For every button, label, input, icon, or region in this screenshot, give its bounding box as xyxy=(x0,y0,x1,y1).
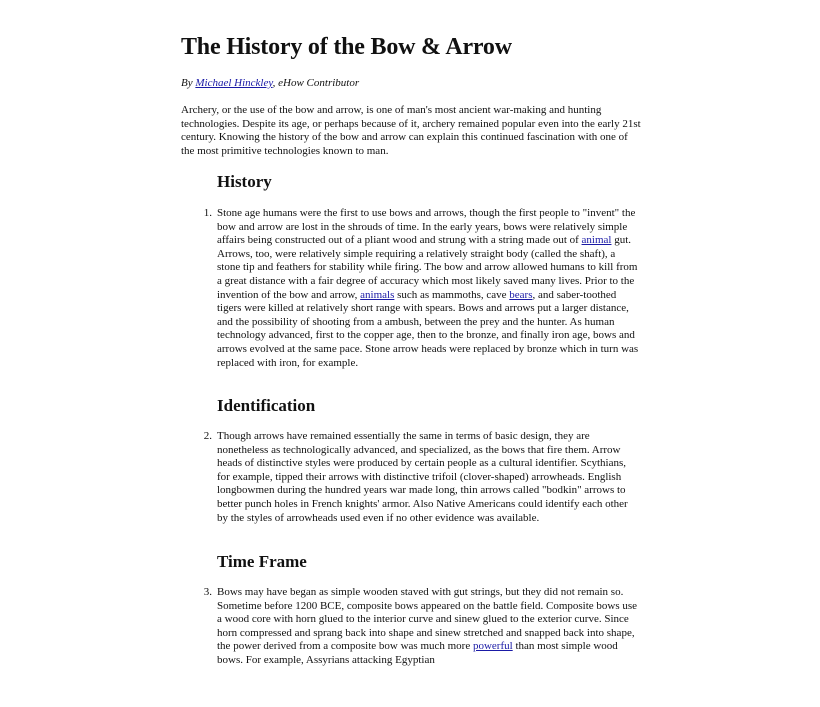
article-title: The History of the Bow & Arrow xyxy=(181,34,512,60)
list-number: 3. xyxy=(203,586,212,598)
list-number: 1. xyxy=(203,207,212,219)
author-link[interactable]: Michael Hinckley xyxy=(195,77,273,89)
byline xyxy=(181,77,359,89)
list-number: 2. xyxy=(203,430,212,442)
byline-prefix: By xyxy=(181,77,196,89)
history-paragraph: Stone age humans were the first to use bows and arrows, though the first people to "invent" the bow and arrow are lost in the shrouds of time. In the early years, bows were relatively simple affairs being constructed out of a pliant wood and strung with a string made out of animal gut. Arrows, too, were relatively simple requiring a relatively straight body (called the shaft), a stone tip and feathers for stability while firing. The bow and arrow allowed humans to kill from a great distance with a fair degree of accuracy which most likely saved many lives. Prior to the invention of the bow and arrow, animals such as mammoths, cave bears, and saber-toothed tigers were killed at relatively short range with spears. Bows and arrows put a larger distance, and the possibility of shooting from a ambush, between the prey and the hunter. As human technology advanced, first to the copper age, then to the bronze, and finally iron age, bows and arrows evolved at the same pace. Stone arrow heads were replaced by bronze which in turn was replaced with iron, for example. xyxy=(217,207,639,369)
section-heading-time-frame: Time Frame xyxy=(217,552,307,571)
section-heading-identification: Identification xyxy=(217,396,316,415)
byline-suffix: , eHow Contributor xyxy=(272,77,360,89)
animals-link[interactable]: animals xyxy=(360,288,395,301)
time-frame-paragraph: Bows may have began as simple wooden staved with gut strings, but they did not remain so. Sometime before 1200 BCE, composite bows appeared on the battle field. Composite bows use a wood core with horn glued to the interior curve and sinew glued to the exterior curve. Since horn compressed and sprang back into shape and sinew stretched and snapped back into shape, the power derived from a composite bow was much more powerful than most simple wood bows. For example, Assyrians attacking Egyptian xyxy=(217,586,638,666)
section-heading-history: History xyxy=(217,172,272,191)
powerful-link[interactable]: powerful xyxy=(472,640,513,653)
bears-link[interactable]: bears xyxy=(509,288,533,301)
identification-paragraph: Though arrows have remained essentially the same in terms of basic design, they are nonetheless as technologically advanced, and specialized, as the bows that fire them. Arrow heads of distinctive styles were produced by certain people as a cultural identifier. Scythians, for example, tipped their arrows with distinctive trifoil (clover-shaped) arrowheads. English longbowmen during the hundred years war made long, thin arrows called "bodkin" arrows to better punch holes in French knights' armor. Also Native Americans could identify each other by the styles of arrowheads used even if no other evidence was available. xyxy=(217,430,628,524)
animal-link[interactable]: animal xyxy=(581,234,612,247)
intro-paragraph: Archery, or the use of the bow and arrow, is one of man's most ancient war-making and hunting technologies. Despite its age, or perhaps because of it, archery remained popular even into the early 21st century. Knowing the history of the bow and arrow can explain this continued fascination with one of the most primitive technologies known to man. xyxy=(181,104,641,157)
